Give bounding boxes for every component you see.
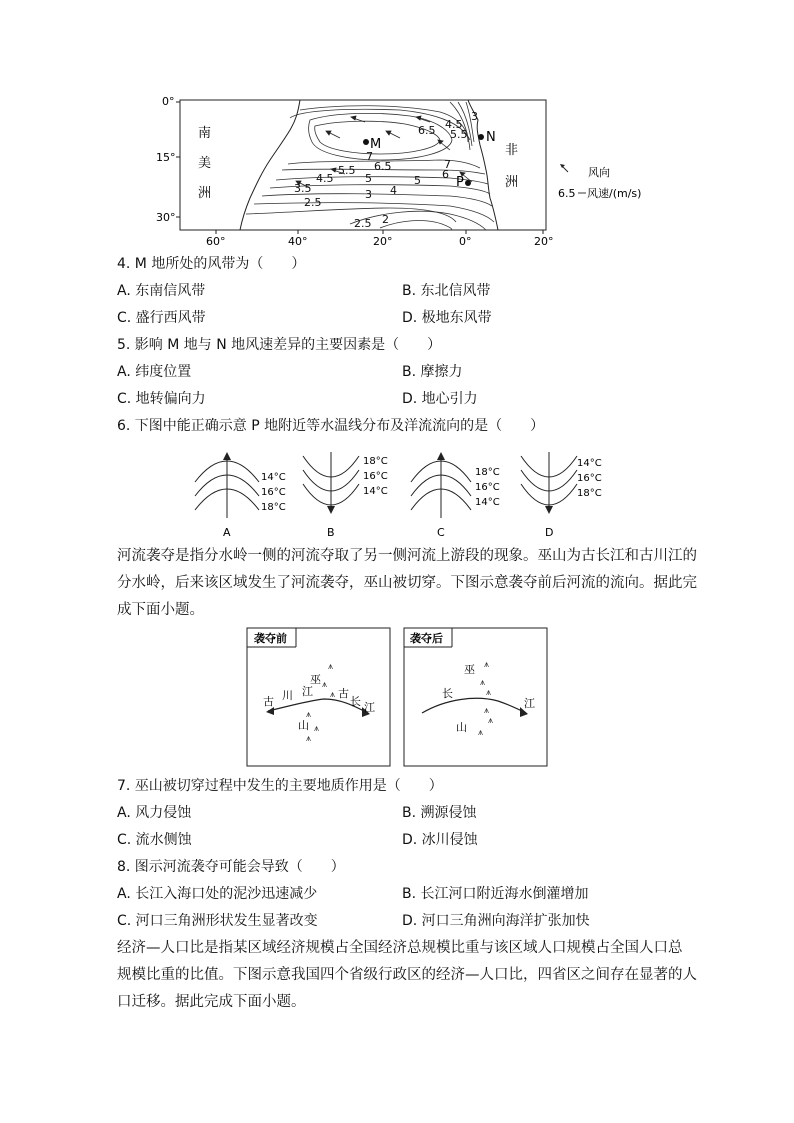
svg-text:⩚: ⩚ — [330, 690, 336, 700]
lon-label-40: 40° — [288, 235, 308, 248]
capture-before-panel — [247, 628, 390, 766]
option-c-diagram — [411, 452, 500, 539]
q4-stem: 4. M 地所处的风带为（ ） — [117, 256, 306, 272]
legend-speed-value: 6.5 — [558, 187, 576, 200]
q6-stem: 6. 下图中能正确示意 P 地附近等水温线分布及洋流流向的是（ ） — [117, 418, 545, 434]
option-a-temp-1: 14°C — [261, 472, 286, 483]
iso-value: 3 — [471, 110, 478, 123]
option-b-diagram — [303, 452, 388, 539]
lon-label-20e: 20° — [534, 235, 554, 248]
svg-text:⩚: ⩚ — [306, 710, 312, 720]
lat-label-15: 15° — [156, 151, 176, 164]
svg-text:⩚: ⩚ — [322, 680, 328, 690]
map-legend — [558, 164, 641, 200]
option-d-temp-2: 16°C — [577, 473, 602, 484]
iso-value: 4.5 — [316, 172, 334, 185]
iso-value: 3.5 — [294, 182, 312, 195]
before-label-chang: 长 — [350, 695, 361, 708]
q7-stem: 7. 巫山被切穿过程中发生的主要地质作用是（ ） — [117, 778, 443, 794]
option-c-temp-3: 14°C — [475, 497, 500, 508]
option-a-letter: A — [223, 526, 231, 539]
before-label-jiang2: 江 — [364, 701, 375, 714]
point-p-marker — [465, 180, 471, 186]
svg-text:⩚: ⩚ — [480, 678, 486, 688]
river-capture-figure — [246, 627, 548, 769]
point-p-label: P — [456, 175, 464, 190]
q8-option-a[interactable]: A. 长江入海口处的泥沙迅速减少 — [117, 886, 318, 902]
africa-label-1: 非 — [505, 143, 519, 158]
svg-text:⩚: ⩚ — [486, 688, 492, 698]
iso-value: 7 — [366, 150, 373, 163]
svg-text:⩚: ⩚ — [484, 706, 490, 716]
isotherm-options-figure — [185, 446, 625, 542]
q5-option-d[interactable]: D. 地心引力 — [402, 391, 478, 407]
after-label-wu: 巫 — [464, 663, 475, 676]
option-a-temp-3: 18°C — [261, 502, 286, 513]
passage2-line1: 经济—人口比是指某区域经济规模占全国经济总规模比重与该区域人口规模占全国人口总 — [117, 940, 683, 956]
before-label-gu1: 古 — [263, 695, 274, 708]
svg-text:⩚: ⩚ — [328, 662, 334, 672]
iso-value: 5 — [365, 172, 372, 185]
point-n-label: N — [486, 130, 496, 145]
option-b-letter: B — [327, 526, 335, 539]
before-label-wu: 巫 — [310, 673, 321, 686]
passage1-line3: 成下面小题。 — [117, 602, 204, 618]
iso-value: 6.5 — [374, 160, 392, 173]
lat-label-0: 0° — [162, 95, 175, 108]
option-a-temp-2: 16°C — [261, 487, 286, 498]
option-d-diagram — [521, 452, 602, 539]
iso-value: 5.5 — [450, 128, 468, 141]
lon-label-20w: 20° — [373, 235, 393, 248]
q8-option-c[interactable]: C. 河口三角洲形状发生显著改变 — [117, 913, 318, 929]
lon-label-60: 60° — [206, 235, 226, 248]
iso-value: 6 — [442, 168, 449, 181]
passage2-line3: 口迁移。据此完成下面小题。 — [117, 994, 306, 1010]
q5-option-b[interactable]: B. 摩擦力 — [402, 364, 463, 380]
after-label-shan: 山 — [456, 721, 467, 734]
before-label-shan: 山 — [298, 719, 309, 732]
iso-value: 6.5 — [418, 124, 436, 137]
before-label-gu2: 古 — [338, 687, 349, 700]
iso-value: 4.5 — [445, 118, 463, 131]
option-b-temp-1: 18°C — [363, 456, 388, 467]
q5-option-a[interactable]: A. 纬度位置 — [117, 364, 192, 380]
q8-stem: 8. 图示河流袭夺可能会导致（ ） — [117, 859, 345, 875]
lon-label-0: 0° — [459, 235, 472, 248]
south-america-label-1: 南 — [198, 126, 212, 141]
q4-option-d[interactable]: D. 极地东风带 — [402, 310, 492, 326]
q7-option-b[interactable]: B. 溯源侵蚀 — [402, 805, 477, 821]
q5-stem: 5. 影响 M 地与 N 地风速差异的主要因素是（ ） — [117, 337, 442, 353]
option-d-temp-3: 18°C — [577, 488, 602, 499]
passage1-line1: 河流袭夺是指分水岭一侧的河流夺取了另一侧河流上游段的现象。巫山为古长江和古川江的 — [117, 548, 697, 564]
svg-text:⩚: ⩚ — [478, 728, 484, 738]
iso-value: 2.5 — [354, 217, 372, 230]
q5-option-c[interactable]: C. 地转偏向力 — [117, 391, 206, 407]
point-m-marker — [363, 139, 369, 145]
iso-value: 3 — [365, 188, 372, 201]
option-c-temp-1: 18°C — [475, 467, 500, 478]
q7-option-d[interactable]: D. 冰川侵蚀 — [402, 832, 478, 848]
africa-label-2: 洲 — [505, 175, 519, 190]
option-c-letter: C — [437, 526, 445, 539]
iso-value: 2.5 — [304, 196, 322, 209]
q4-option-b[interactable]: B. 东北信风带 — [402, 283, 491, 299]
option-a-diagram — [195, 452, 286, 539]
point-n-marker — [478, 134, 484, 140]
before-label-jiang1: 江 — [302, 685, 313, 698]
q7-option-c[interactable]: C. 流水侧蚀 — [117, 832, 192, 848]
legend-speed-label: 风速/(m/s) — [587, 187, 642, 200]
after-label-chang: 长 — [442, 687, 453, 700]
capture-before-title: 袭夺前 — [254, 632, 287, 645]
q8-option-d[interactable]: D. 河口三角洲向海洋扩张加快 — [402, 913, 590, 929]
option-d-letter: D — [545, 526, 554, 539]
south-america-label-3: 洲 — [198, 186, 212, 201]
before-label-chuan: 川 — [282, 689, 293, 702]
option-b-temp-2: 16°C — [363, 471, 388, 482]
legend-direction: 风向 — [588, 166, 610, 179]
south-america-label-2: 美 — [198, 156, 212, 171]
iso-value: 2 — [382, 213, 389, 226]
capture-after-title: 袭夺后 — [410, 632, 443, 645]
option-d-temp-1: 14°C — [577, 458, 602, 469]
after-label-jiang: 江 — [524, 697, 535, 710]
iso-value: 7 — [444, 158, 451, 171]
capture-after-panel — [404, 628, 547, 766]
svg-text:⩚: ⩚ — [488, 716, 494, 726]
q7-option-a[interactable]: A. 风力侵蚀 — [117, 805, 192, 821]
svg-text:⩚: ⩚ — [484, 660, 490, 670]
option-b-temp-3: 14°C — [363, 486, 388, 497]
iso-value: 5 — [414, 174, 421, 187]
q4-option-c[interactable]: C. 盛行西风带 — [117, 310, 206, 326]
lat-label-30: 30° — [156, 211, 176, 224]
point-m-label: M — [370, 137, 382, 152]
iso-value: 5.5 — [338, 164, 356, 177]
svg-text:⩚: ⩚ — [314, 724, 320, 734]
iso-value: 4 — [390, 184, 397, 197]
wind-speed-map — [150, 90, 650, 250]
option-c-temp-2: 16°C — [475, 482, 500, 493]
passage2-line2: 规模比重的比值。下图示意我国四个省级行政区的经济—人口比，四省区之间存在显著的人 — [117, 967, 697, 983]
svg-text:⩚: ⩚ — [306, 734, 312, 744]
q4-option-a[interactable]: A. 东南信风带 — [117, 283, 206, 299]
passage1-line2: 分水岭，后来该区域发生了河流袭夺，巫山被切穿。下图示意袭夺前后河流的流向。据此完 — [117, 575, 697, 591]
q8-option-b[interactable]: B. 长江河口附近海水倒灌增加 — [402, 886, 589, 902]
